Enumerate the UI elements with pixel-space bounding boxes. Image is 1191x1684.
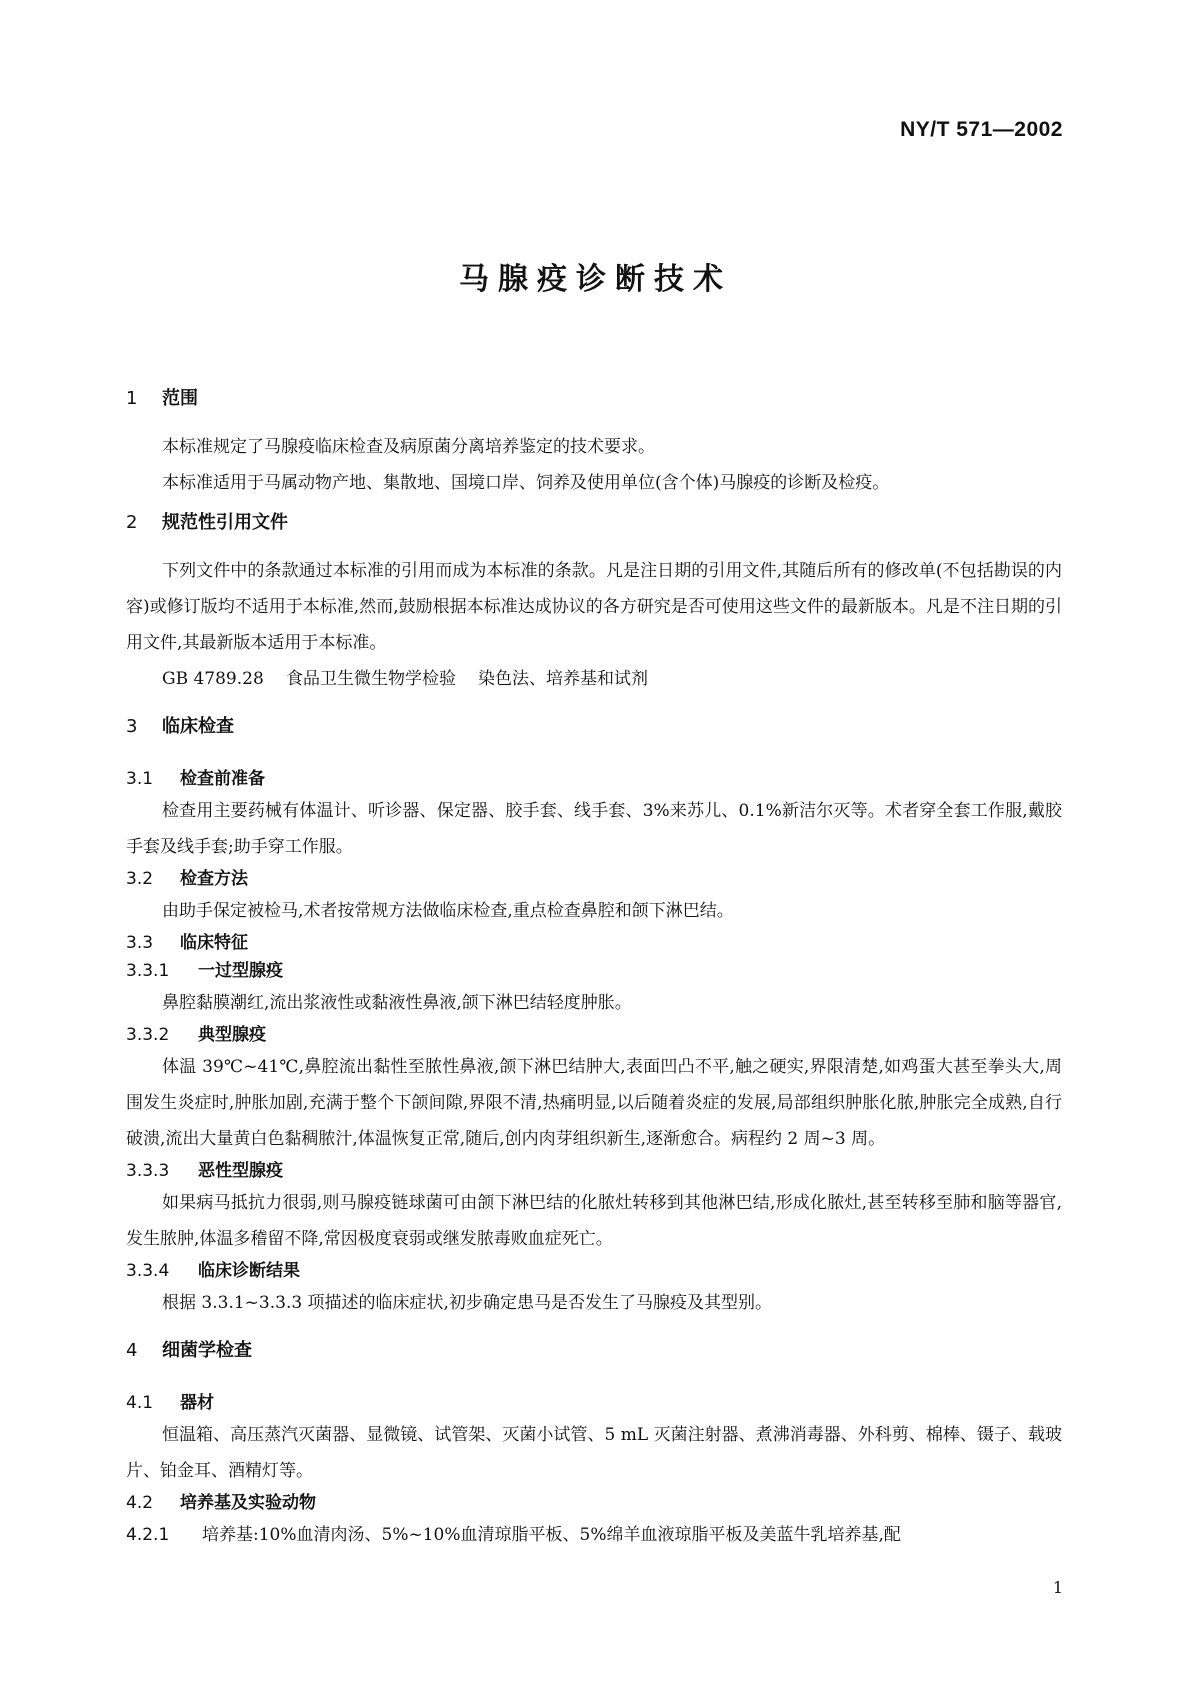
paragraph: 本标准规定了马腺疫临床检查及病原菌分离培养鉴定的技术要求。: [162, 437, 655, 457]
subsection-3-1-heading: [126, 765, 1062, 793]
subsection-title: 典型腺疫: [198, 1025, 266, 1045]
subsection-3-2-heading: [126, 865, 1062, 893]
subsection-number: 3.3.2: [126, 1025, 170, 1045]
subsection-number: 3.3: [126, 933, 154, 953]
subsection-3-3-heading: [126, 929, 1062, 957]
subsection-3-3-2-heading: [126, 1021, 1062, 1049]
section-title: 细菌学检查: [162, 1340, 252, 1361]
reference-subtitle: 染色法、培养基和试剂: [478, 669, 648, 689]
paragraph: 鼻腔黏膜潮红,流出浆液性或黏液性鼻液,颌下淋巴结轻度肿胀。: [162, 993, 632, 1013]
paragraph: 体温 39℃~41℃,鼻腔流出黏性至脓性鼻液,颌下淋巴结肿大,表面凹凸不平,触之硬实,界限清楚,如鸡蛋大甚至拳头大,周围发生炎症时,肿胀加剧,充满于整个下颌间隙,界限不清,热痛明显,以后随着炎症的发展,局部组织肿胀化脓,肿胀完全成熟,自行破溃,流出大量黄白色黏稠脓汁,体温恢复正常,随后,创内肉芽组织新生,逐渐愈合。病程约 2 周~3 周。: [126, 1057, 1062, 1149]
document-body: [126, 385, 1062, 1553]
subsection-title: 一过型腺疫: [198, 961, 283, 981]
reference-code: GB 4789.28: [162, 669, 264, 689]
subsection-3-3-4-heading: [126, 1257, 1062, 1285]
section-number: 4: [126, 1340, 138, 1361]
subsection-3-3-1-heading: [126, 957, 1062, 985]
clause-4-2-1: [126, 1517, 1062, 1553]
subsection-number: 3.3.1: [126, 961, 170, 981]
section-1-heading: [126, 385, 1062, 413]
paragraph: 根据 3.3.1~3.3.3 项描述的临床症状,初步确定患马是否发生了马腺疫及其型别。: [162, 1293, 772, 1313]
paragraph: 如果病马抵抗力很弱,则马腺疫链球菌可由颌下淋巴结的化脓灶转移到其他淋巴结,形成化脓灶,甚至转移至肺和脑等器官,发生脓肿,体温多稽留不降,常因极度衰弱或继发脓毒败血症死亡。: [126, 1193, 1062, 1249]
standard-number: NY/T 571—2002: [900, 118, 1063, 141]
paragraph: 本标准适用于马属动物产地、集散地、国境口岸、饲养及使用单位(含个体)马腺疫的诊断及检疫。: [162, 473, 890, 493]
subsection-number: 3.3.3: [126, 1161, 170, 1181]
reference-title: 食品卫生微生物学检验: [286, 669, 456, 689]
section-title: 范围: [162, 388, 198, 409]
section-2-heading: [126, 509, 1062, 537]
section-4-heading: [126, 1337, 1062, 1365]
section-3-heading: [126, 713, 1062, 741]
subsection-3-3-3-heading: [126, 1157, 1062, 1185]
section-title: 规范性引用文件: [162, 512, 288, 533]
subsection-number: 4.1: [126, 1393, 154, 1413]
subsection-title: 培养基及实验动物: [180, 1493, 316, 1513]
subsection-title: 恶性型腺疫: [198, 1161, 283, 1181]
subsection-title: 检查方法: [180, 869, 248, 889]
section-number: 3: [126, 716, 138, 737]
paragraph: 检查用主要药械有体温计、听诊器、保定器、胶手套、线手套、3%来苏儿、0.1%新洁尔灭等。术者穿全套工作服,戴胶手套及线手套;助手穿工作服。: [126, 801, 1062, 857]
section-title: 临床检查: [162, 716, 234, 737]
paragraph: 由助手保定被检马,术者按常规方法做临床检查,重点检查鼻腔和颌下淋巴结。: [162, 901, 734, 921]
subsection-number: 4.2.1: [126, 1525, 170, 1545]
paragraph: 培养基:10%血清肉汤、5%~10%血清琼脂平板、5%绵羊血液琼脂平板及美蓝牛乳培养基,配: [202, 1525, 901, 1545]
subsection-title: 检查前准备: [180, 769, 265, 789]
subsection-4-2-heading: [126, 1489, 1062, 1517]
subsection-number: 3.2: [126, 869, 154, 889]
subsection-title: 临床诊断结果: [198, 1261, 300, 1281]
normative-reference: [126, 661, 1062, 697]
subsection-number: 3.1: [126, 769, 154, 789]
subsection-title: 器材: [180, 1393, 214, 1413]
page-number: 1: [1052, 1578, 1063, 1597]
subsection-number: 3.3.4: [126, 1261, 170, 1281]
document-title: 马腺疫诊断技术: [459, 262, 732, 297]
paragraph: 恒温箱、高压蒸汽灭菌器、显微镜、试管架、灭菌小试管、5 mL 灭菌注射器、煮沸消毒器、外科剪、棉棒、镊子、载玻片、铂金耳、酒精灯等。: [126, 1425, 1062, 1481]
subsection-4-1-heading: [126, 1389, 1062, 1417]
paragraph: 下列文件中的条款通过本标准的引用而成为本标准的条款。凡是注日期的引用文件,其随后所有的修改单(不包括勘误的内容)或修订版均不适用于本标准,然而,鼓励根据本标准达成协议的各方研究是否可使用这些文件的最新版本。凡是不注日期的引用文件,其最新版本适用于本标准。: [126, 561, 1062, 653]
subsection-title: 临床特征: [180, 933, 248, 953]
subsection-number: 4.2: [126, 1493, 154, 1513]
section-number: 2: [126, 512, 138, 533]
section-number: 1: [126, 388, 138, 409]
